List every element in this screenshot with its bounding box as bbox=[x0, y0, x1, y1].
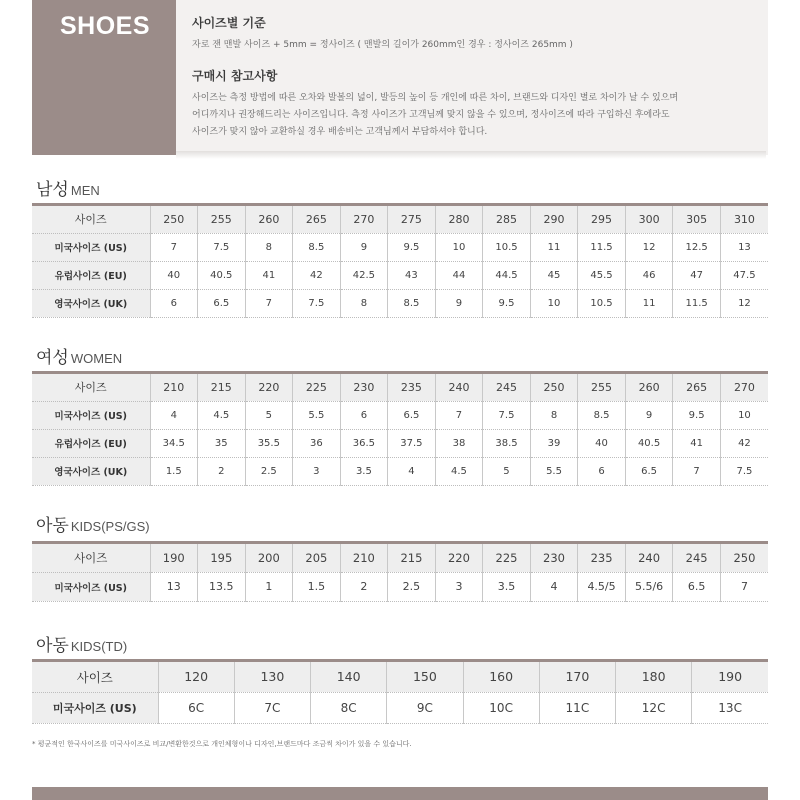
size-header-cell: 225 bbox=[483, 544, 531, 572]
size-value-cell: 11 bbox=[530, 233, 578, 261]
size-header-cell: 195 bbox=[198, 544, 246, 572]
size-value-cell: 9 bbox=[625, 401, 673, 429]
size-header-cell: 250 bbox=[530, 374, 578, 401]
size-value-cell: 47.5 bbox=[720, 261, 768, 289]
size-value-cell: 9C bbox=[387, 692, 463, 723]
size-value-cell: 12.5 bbox=[673, 233, 721, 261]
size-header-cell: 300 bbox=[625, 206, 673, 233]
size-value-cell: 9.5 bbox=[483, 289, 531, 317]
size-header-cell: 295 bbox=[578, 206, 626, 233]
size-value-cell: 7 bbox=[150, 233, 198, 261]
size-header-cell: 150 bbox=[387, 662, 463, 692]
size-value-cell: 9.5 bbox=[388, 233, 436, 261]
row-label: 미국사이즈 (US) bbox=[32, 233, 150, 261]
size-header-cell: 230 bbox=[340, 374, 388, 401]
size-value-cell: 12 bbox=[625, 233, 673, 261]
size-header-cell: 270 bbox=[720, 374, 768, 401]
size-value-cell: 10C bbox=[463, 692, 539, 723]
table-row bbox=[32, 233, 768, 261]
size-value-cell: 8.5 bbox=[293, 233, 341, 261]
size-value-cell: 2.5 bbox=[388, 572, 436, 601]
size-header-cell: 270 bbox=[340, 206, 388, 233]
size-header-cell: 250 bbox=[720, 544, 768, 572]
size-value-cell: 8 bbox=[530, 401, 578, 429]
size-header-cell: 140 bbox=[311, 662, 387, 692]
size-value-cell: 10 bbox=[720, 401, 768, 429]
row-label: 미국사이즈 (US) bbox=[32, 572, 150, 601]
table-row bbox=[32, 206, 768, 233]
size-value-cell: 36 bbox=[293, 429, 341, 457]
size-header-cell: 130 bbox=[234, 662, 310, 692]
size-value-cell: 7.5 bbox=[483, 401, 531, 429]
size-value-cell: 2.5 bbox=[245, 457, 293, 485]
size-value-cell: 1.5 bbox=[293, 572, 341, 601]
row-label: 미국사이즈 (US) bbox=[32, 401, 150, 429]
size-value-cell: 41 bbox=[245, 261, 293, 289]
size-value-cell: 40.5 bbox=[198, 261, 246, 289]
size-value-cell: 35.5 bbox=[245, 429, 293, 457]
size-value-cell: 2 bbox=[340, 572, 388, 601]
row-label: 사이즈 bbox=[32, 662, 158, 692]
table-row bbox=[32, 401, 768, 429]
size-value-cell: 13 bbox=[720, 233, 768, 261]
info-text-purchase-notes-1: 사이즈는 측정 방법에 따른 오차와 발볼의 넓이, 발등의 높이 등 개인에 따른 차이, 브랜드와 디자인 별로 차이가 날 수 있으며 bbox=[192, 93, 679, 103]
women-section-title bbox=[36, 343, 122, 368]
size-header-cell: 240 bbox=[435, 374, 483, 401]
size-value-cell: 4 bbox=[530, 572, 578, 601]
size-value-cell: 7.5 bbox=[293, 289, 341, 317]
row-label: 유럽사이즈 (EU) bbox=[32, 261, 150, 289]
header-shadow bbox=[176, 151, 766, 159]
size-value-cell: 37.5 bbox=[388, 429, 436, 457]
size-value-cell: 39 bbox=[530, 429, 578, 457]
info-text-purchase-notes-2: 어디까지나 권장해드리는 사이즈입니다. 측정 사이즈가 고객님께 맞지 않을 수 있으며, 정사이즈에 따라 구입하신 후에라도 bbox=[192, 110, 670, 120]
size-value-cell: 38 bbox=[435, 429, 483, 457]
size-value-cell: 3.5 bbox=[483, 572, 531, 601]
kids-td-title-en: KIDS(TD) bbox=[70, 639, 128, 654]
size-value-cell: 6.5 bbox=[625, 457, 673, 485]
size-header-cell: 275 bbox=[388, 206, 436, 233]
size-value-cell: 44.5 bbox=[483, 261, 531, 289]
size-value-cell: 11.5 bbox=[673, 289, 721, 317]
size-header-cell: 120 bbox=[158, 662, 234, 692]
row-label: 영국사이즈 (UK) bbox=[32, 289, 150, 317]
row-label: 사이즈 bbox=[32, 374, 150, 401]
info-heading-size-standard: 사이즈별 기준 bbox=[192, 16, 266, 30]
size-header-cell: 200 bbox=[245, 544, 293, 572]
men-section-title bbox=[36, 175, 100, 200]
size-header-cell: 225 bbox=[293, 374, 341, 401]
size-value-cell: 4.5 bbox=[198, 401, 246, 429]
size-value-cell: 9 bbox=[435, 289, 483, 317]
size-header-cell: 240 bbox=[625, 544, 673, 572]
size-header-cell: 190 bbox=[150, 544, 198, 572]
table-row bbox=[32, 572, 768, 601]
size-value-cell: 7C bbox=[234, 692, 310, 723]
size-value-cell: 10.5 bbox=[578, 289, 626, 317]
size-value-cell: 4.5/5 bbox=[578, 572, 626, 601]
kids-td-title-ko: 아동 bbox=[36, 636, 69, 656]
size-value-cell: 34.5 bbox=[150, 429, 198, 457]
size-value-cell: 35 bbox=[198, 429, 246, 457]
table-row bbox=[32, 662, 768, 692]
table-row bbox=[32, 544, 768, 572]
table-row bbox=[32, 289, 768, 317]
size-value-cell: 7.5 bbox=[198, 233, 246, 261]
size-value-cell: 11C bbox=[539, 692, 615, 723]
size-value-cell: 10 bbox=[530, 289, 578, 317]
size-value-cell: 42 bbox=[720, 429, 768, 457]
size-value-cell: 42.5 bbox=[340, 261, 388, 289]
size-value-cell: 40 bbox=[578, 429, 626, 457]
size-header-cell: 210 bbox=[340, 544, 388, 572]
size-value-cell: 6.5 bbox=[388, 401, 436, 429]
women-size-table bbox=[32, 374, 768, 486]
size-header-cell: 260 bbox=[625, 374, 673, 401]
table-row bbox=[32, 692, 768, 723]
size-header-cell: 210 bbox=[150, 374, 198, 401]
size-value-cell: 5.5/6 bbox=[625, 572, 673, 601]
brand-label: SHOES bbox=[60, 12, 151, 40]
size-header-cell: 180 bbox=[616, 662, 692, 692]
size-value-cell: 7 bbox=[720, 572, 768, 601]
size-value-cell: 38.5 bbox=[483, 429, 531, 457]
size-value-cell: 8 bbox=[340, 289, 388, 317]
size-value-cell: 6.5 bbox=[673, 572, 721, 601]
size-value-cell: 9 bbox=[340, 233, 388, 261]
size-value-cell: 7 bbox=[435, 401, 483, 429]
size-value-cell: 40.5 bbox=[625, 429, 673, 457]
row-label: 영국사이즈 (UK) bbox=[32, 457, 150, 485]
size-value-cell: 13 bbox=[150, 572, 198, 601]
size-value-cell: 12C bbox=[616, 692, 692, 723]
size-value-cell: 5 bbox=[483, 457, 531, 485]
footnote: * 평균적인 한국사이즈를 미국사이즈로 비교/변환한것으로 개인체형이나 디자인,브랜드마다 조금씩 차이가 있을 수 있습니다. bbox=[32, 740, 412, 748]
table-row bbox=[32, 457, 768, 485]
size-value-cell: 45 bbox=[530, 261, 578, 289]
size-header-cell: 265 bbox=[293, 206, 341, 233]
size-header-cell: 235 bbox=[388, 374, 436, 401]
women-title-ko: 여성 bbox=[36, 348, 69, 368]
size-value-cell: 10 bbox=[435, 233, 483, 261]
size-header-cell: 280 bbox=[435, 206, 483, 233]
size-value-cell: 7 bbox=[673, 457, 721, 485]
size-value-cell: 4 bbox=[388, 457, 436, 485]
size-header-cell: 215 bbox=[198, 374, 246, 401]
size-value-cell: 7.5 bbox=[720, 457, 768, 485]
kids-td-section-title bbox=[36, 631, 127, 656]
size-value-cell: 4 bbox=[150, 401, 198, 429]
size-header-cell: 255 bbox=[578, 374, 626, 401]
kids-psgs-size-table bbox=[32, 544, 768, 602]
size-header-cell: 190 bbox=[692, 662, 768, 692]
size-value-cell: 2 bbox=[198, 457, 246, 485]
size-value-cell: 41 bbox=[673, 429, 721, 457]
size-header-cell: 305 bbox=[673, 206, 721, 233]
size-header-cell: 245 bbox=[673, 544, 721, 572]
men-title-en: MEN bbox=[70, 183, 100, 198]
size-value-cell: 12 bbox=[720, 289, 768, 317]
size-value-cell: 6C bbox=[158, 692, 234, 723]
size-header-cell: 285 bbox=[483, 206, 531, 233]
size-info bbox=[192, 14, 752, 141]
size-value-cell: 3 bbox=[435, 572, 483, 601]
row-label: 미국사이즈 (US) bbox=[32, 692, 158, 723]
size-value-cell: 8C bbox=[311, 692, 387, 723]
info-text-size-standard: 자로 잰 맨발 사이즈 + 5mm = 정사이즈 ( 맨발의 길이가 260mm인 경우 : 정사이즈 265mm ) bbox=[192, 40, 573, 50]
size-value-cell: 5 bbox=[245, 401, 293, 429]
info-heading-purchase-notes: 구매시 참고사항 bbox=[192, 69, 278, 83]
size-value-cell: 5.5 bbox=[530, 457, 578, 485]
size-value-cell: 45.5 bbox=[578, 261, 626, 289]
size-header-cell: 220 bbox=[435, 544, 483, 572]
size-header-cell: 255 bbox=[198, 206, 246, 233]
kids-psgs-title-en: KIDS(PS/GS) bbox=[70, 519, 150, 534]
table-row bbox=[32, 261, 768, 289]
size-value-cell: 9.5 bbox=[673, 401, 721, 429]
size-header-cell: 310 bbox=[720, 206, 768, 233]
size-header-cell: 245 bbox=[483, 374, 531, 401]
size-header-cell: 235 bbox=[578, 544, 626, 572]
table-row bbox=[32, 374, 768, 401]
row-label: 사이즈 bbox=[32, 544, 150, 572]
size-value-cell: 6 bbox=[340, 401, 388, 429]
size-value-cell: 44 bbox=[435, 261, 483, 289]
bottom-bar bbox=[32, 787, 768, 800]
size-value-cell: 1.5 bbox=[150, 457, 198, 485]
size-value-cell: 6.5 bbox=[198, 289, 246, 317]
size-value-cell: 7 bbox=[245, 289, 293, 317]
size-header-cell: 265 bbox=[673, 374, 721, 401]
size-header-cell: 205 bbox=[293, 544, 341, 572]
size-value-cell: 8.5 bbox=[578, 401, 626, 429]
size-value-cell: 11.5 bbox=[578, 233, 626, 261]
size-value-cell: 47 bbox=[673, 261, 721, 289]
size-value-cell: 3 bbox=[293, 457, 341, 485]
kids-td-size-table bbox=[32, 662, 768, 724]
row-label: 유럽사이즈 (EU) bbox=[32, 429, 150, 457]
size-value-cell: 43 bbox=[388, 261, 436, 289]
size-header-cell: 215 bbox=[388, 544, 436, 572]
size-header-cell: 250 bbox=[150, 206, 198, 233]
size-header-cell: 230 bbox=[530, 544, 578, 572]
size-value-cell: 13C bbox=[692, 692, 768, 723]
men-size-table bbox=[32, 206, 768, 318]
table-row bbox=[32, 429, 768, 457]
kids-psgs-title-ko: 아동 bbox=[36, 516, 69, 536]
size-value-cell: 42 bbox=[293, 261, 341, 289]
men-title-ko: 남성 bbox=[36, 180, 69, 200]
size-value-cell: 10.5 bbox=[483, 233, 531, 261]
size-header-cell: 170 bbox=[539, 662, 615, 692]
size-value-cell: 3.5 bbox=[340, 457, 388, 485]
size-guide-header bbox=[32, 0, 768, 155]
size-value-cell: 1 bbox=[245, 572, 293, 601]
size-value-cell: 5.5 bbox=[293, 401, 341, 429]
women-title-en: WOMEN bbox=[70, 351, 123, 366]
size-header-cell: 220 bbox=[245, 374, 293, 401]
size-value-cell: 36.5 bbox=[340, 429, 388, 457]
size-header-cell: 290 bbox=[530, 206, 578, 233]
info-text-purchase-notes-3: 사이즈가 맞지 않아 교환하실 경우 배송비는 고객님께서 부담하셔야 합니다. bbox=[192, 127, 488, 137]
kids-psgs-section-title bbox=[36, 511, 150, 536]
row-label: 사이즈 bbox=[32, 206, 150, 233]
brand-box bbox=[32, 0, 176, 155]
size-value-cell: 8 bbox=[245, 233, 293, 261]
size-value-cell: 8.5 bbox=[388, 289, 436, 317]
size-header-cell: 260 bbox=[245, 206, 293, 233]
size-value-cell: 6 bbox=[578, 457, 626, 485]
size-value-cell: 11 bbox=[625, 289, 673, 317]
size-value-cell: 6 bbox=[150, 289, 198, 317]
size-value-cell: 46 bbox=[625, 261, 673, 289]
size-header-cell: 160 bbox=[463, 662, 539, 692]
size-value-cell: 40 bbox=[150, 261, 198, 289]
size-value-cell: 4.5 bbox=[435, 457, 483, 485]
size-value-cell: 13.5 bbox=[198, 572, 246, 601]
